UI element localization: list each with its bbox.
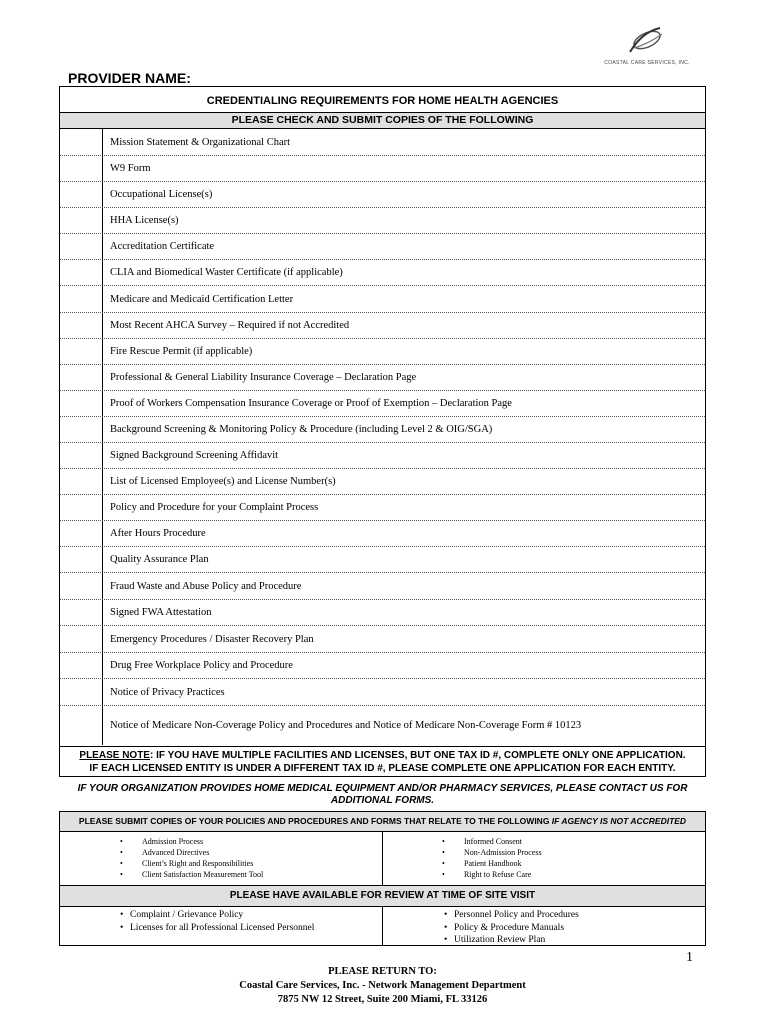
checklist-item-label: Background Screening & Monitoring Policy & Procedure (including Level 2 & OIG/SGA) [110,424,493,435]
checklist-item-label: Mission Statement & Organizational Chart [110,137,291,148]
checkbox-cell[interactable] [60,626,102,652]
checklist-row [60,391,705,417]
checkbox-cell[interactable] [60,495,102,520]
checklist-row [60,626,705,653]
accreditation-heading-italic: IF AGENCY IS NOT ACCREDITED [551,816,687,826]
list-item: • Right to Refuse Care [442,869,542,880]
list-item: • Client’s Right and Responsibilities [120,858,263,869]
checkbox-cell[interactable] [60,417,102,442]
accreditation-list-left [120,836,263,880]
list-item: • Patient Handbook [442,858,542,869]
site-visit-heading: PLEASE HAVE AVAILABLE FOR REVIEW AT TIME OF SITE VISIT [60,885,705,907]
checklist-row [60,600,705,626]
form-subheading: PLEASE CHECK AND SUBMIT COPIES OF THE FOLLOWING [60,112,705,129]
checkbox-cell[interactable] [60,600,102,625]
list-item: • Advanced Directives [120,847,263,858]
checkbox-cell[interactable] [60,313,102,338]
checklist-row [60,260,705,286]
checklist-item-label: Proof of Workers Compensation Insurance Coverage or Proof of Exemption – Declaration Page [110,398,512,409]
checkbox-cell[interactable] [60,391,102,416]
checklist-row [60,130,705,156]
footer-line-1: PLEASE RETURN TO: [328,966,437,977]
accreditation-divider [382,832,383,885]
swirl-logo-icon [602,22,692,62]
note-label: PLEASE NOTE [79,750,150,761]
checklist-item-label: Fraud Waste and Abuse Policy and Procedure [110,580,302,592]
dme-notice-line-1: IF YOUR ORGANIZATION PROVIDES HOME MEDICAL EQUIPMENT AND/OR PHARMACY SERVICES, PLEASE CONTACT US FOR [77,783,688,794]
provider-name-label: PROVIDER NAME: [68,70,191,86]
checklist-row [60,339,705,365]
list-item: • Non-Admission Process [442,847,542,858]
checkbox-cell[interactable] [60,234,102,259]
checklist-item-label: W9 Form [110,163,151,174]
checkbox-cell[interactable] [60,573,102,599]
checklist-item-label: Medicare and Medicaid Certification Letter [110,293,294,305]
list-item: • Personnel Policy and Procedures [444,909,579,922]
checklist-item-label: Quality Assurance Plan [110,554,209,565]
checklist-item-label: Occupational License(s) [110,189,213,200]
checklist-row [60,234,705,260]
checklist-row [60,653,705,679]
footer-line-2: Coastal Care Services, Inc. - Network Management Department [239,980,526,991]
checkbox-cell[interactable] [60,182,102,207]
logo-text: COASTAL CARE SERVICES, INC. [604,60,690,66]
checklist-item-label: Emergency Procedures / Disaster Recovery Plan [110,633,314,645]
checklist-item-label: Policy and Procedure for your Complaint Process [110,502,319,513]
list-item: • Client Satisfaction Measurement Tool [120,869,263,880]
dme-notice [60,783,705,807]
checklist-item-label: After Hours Procedure [110,528,206,539]
checklist-row [60,417,705,443]
accreditation-heading [60,812,705,832]
note-line-1: : IF YOU HAVE MULTIPLE FACILITIES AND LICENSES, BUT ONE TAX ID #, COMPLETE ONLY ONE APPLICATION. [149,750,686,761]
checkbox-cell[interactable] [60,706,102,744]
checklist-row [60,469,705,495]
checklist-row [60,547,705,573]
checklist-row [60,443,705,469]
checkbox-cell[interactable] [60,286,102,312]
list-item: • Licenses for all Professional Licensed Personnel [120,922,314,935]
checkbox-cell[interactable] [60,208,102,233]
checkbox-cell[interactable] [60,365,102,390]
checkbox-cell[interactable] [60,653,102,678]
checklist-item-label: Signed Background Screening Affidavit [110,450,279,461]
accreditation-heading-text: PLEASE SUBMIT COPIES OF YOUR POLICIES AND PROCEDURES AND FORMS THAT RELATE TO THE FOLLOWING [78,816,552,826]
checklist-row [60,365,705,391]
checkbox-cell[interactable] [60,679,102,705]
company-logo [602,22,692,72]
list-item: • Informed Consent [442,836,542,847]
list-item: • Utilization Review Plan [444,934,579,947]
checklist-item-label: Signed FWA Attestation [110,607,212,618]
site-visit-list-right [444,909,579,947]
checkbox-cell[interactable] [60,260,102,285]
form-title: CREDENTIALING REQUIREMENTS FOR HOME HEALTH AGENCIES [206,95,559,107]
checklist-item-label: Notice of Medicare Non-Coverage Policy and Procedures and Notice of Medicare Non-Coverage Form # 10123 [110,719,582,731]
checkbox-cell[interactable] [60,156,102,181]
checklist-row [60,286,705,313]
checklist-item-label: Drug Free Workplace Policy and Procedure [110,660,293,671]
checklist-row [60,182,705,208]
checkbox-cell[interactable] [60,443,102,468]
checklist-row [60,573,705,600]
return-address [60,965,705,1007]
checklist-item-label: Professional & General Liability Insurance Coverage – Declaration Page [110,372,417,383]
list-item: • Complaint / Grievance Policy [120,909,314,922]
checklist-row [60,208,705,234]
checklist-row [60,313,705,339]
page-number: 1 [686,950,693,965]
checklist-row [60,495,705,521]
checklist-item-label: CLIA and Biomedical Waster Certificate (if applicable) [110,267,343,278]
checklist-item-label: Most Recent AHCA Survey – Required if not Accredited [110,320,350,331]
checkbox-cell[interactable] [60,339,102,364]
checkbox-cell[interactable] [60,521,102,546]
multiple-facilities-note [60,746,705,776]
checklist-row [60,521,705,547]
checklist-row [60,706,705,744]
checklist-item-label: Accreditation Certificate [110,241,215,252]
accreditation-list-right [442,836,542,880]
site-visit-list-left [120,909,314,934]
checkbox-cell[interactable] [60,547,102,572]
list-item: • Policy & Procedure Manuals [444,922,579,935]
checklist-item-label: List of Licensed Employee(s) and License Number(s) [110,476,336,487]
checklist-item-label: HHA License(s) [110,215,179,226]
checklist-row [60,156,705,182]
list-item: • Admission Process [120,836,263,847]
note-line-2: IF EACH LICENSED ENTITY IS UNDER A DIFFERENT TAX ID #, PLEASE COMPLETE ONE APPLICATION FOR EACH ENTITY. [89,763,676,774]
checkbox-cell[interactable] [60,130,102,155]
footer-line-3: 7875 NW 12 Street, Suite 200 Miami, FL 33126 [277,994,488,1005]
dme-notice-line-2: ADDITIONAL FORMS. [330,795,435,806]
site-visit-divider [382,907,383,945]
checkbox-cell[interactable] [60,469,102,494]
checklist-item-label: Fire Rescue Permit (if applicable) [110,346,253,357]
checklist-item-label: Notice of Privacy Practices [110,686,225,698]
checklist-row [60,679,705,706]
